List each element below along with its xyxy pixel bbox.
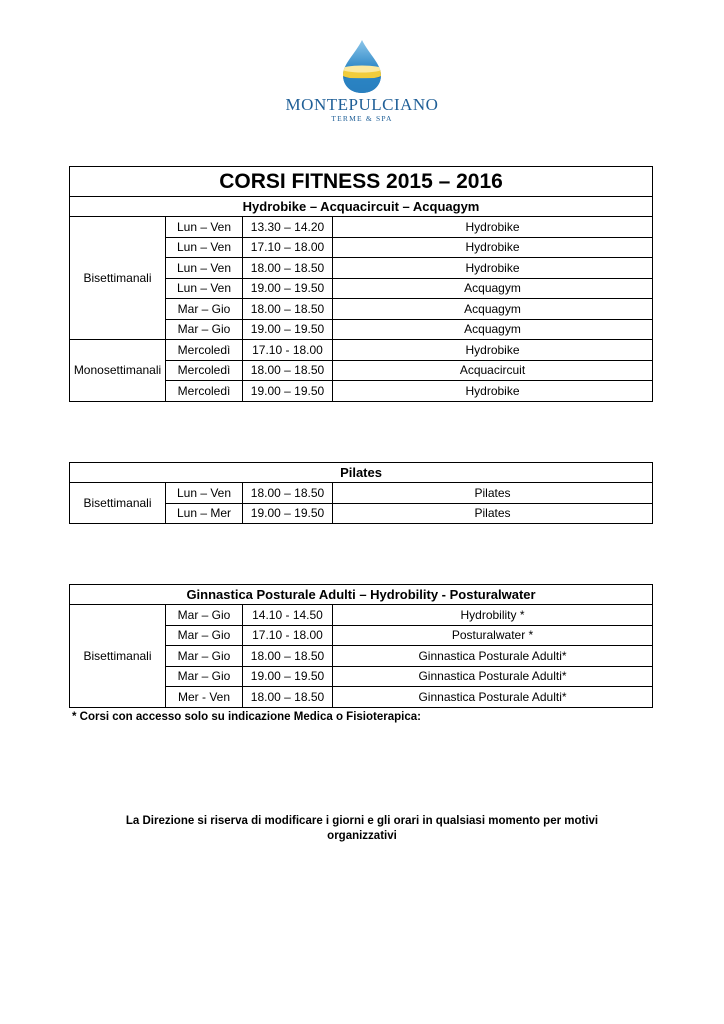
course-cell: Pilates [333,483,653,504]
course-cell: Pilates [333,503,653,524]
course-cell: Acquagym [333,278,653,299]
time-cell: 18.00 – 18.50 [243,258,333,279]
water-drop-icon [339,38,385,94]
days-cell: Mer - Ven [166,687,243,708]
time-cell: 14.10 - 14.50 [243,605,333,626]
time-cell: 17.10 - 18.00 [243,340,333,361]
frequency-label: Bisettimanali [70,605,166,708]
frequency-label: Bisettimanali [70,217,166,340]
time-cell: 18.00 – 18.50 [243,687,333,708]
course-cell: Hydrobike [333,258,653,279]
table-title: Pilates [70,463,653,483]
postural-schedule-table [69,584,653,708]
subtitle-row [70,197,653,217]
days-cell: Mercoledì [166,340,243,361]
course-cell: Ginnastica Posturale Adulti* [333,687,653,708]
course-cell: Hydrobike [333,340,653,361]
time-cell: 17.10 - 18.00 [243,625,333,646]
days-cell: Mar – Gio [166,666,243,687]
course-cell: Hydrobike [333,237,653,258]
days-cell: Lun – Ven [166,217,243,238]
time-cell: 13.30 – 14.20 [243,217,333,238]
course-cell: Ginnastica Posturale Adulti* [333,646,653,667]
time-cell: 18.00 – 18.50 [243,299,333,320]
time-cell: 19.00 – 19.50 [243,503,333,524]
medical-note: * Corsi con accesso solo su indicazione Medica o Fisioterapica: [72,711,421,723]
brand-name: MONTEPULCIANO [285,95,439,114]
title-row [70,167,653,197]
days-cell: Mar – Gio [166,625,243,646]
time-cell: 18.00 – 18.50 [243,360,333,381]
days-cell: Mar – Gio [166,299,243,320]
time-cell: 19.00 – 19.50 [243,666,333,687]
logo [282,38,442,130]
table-row [70,605,653,626]
time-cell: 19.00 – 19.50 [243,319,333,340]
pilates-schedule-table [69,462,653,524]
table-title: CORSI FITNESS 2015 – 2016 [70,167,653,197]
days-cell: Mercoledì [166,381,243,402]
frequency-label: Monosettimanali [70,340,166,402]
time-cell: 19.00 – 19.50 [243,278,333,299]
time-cell: 19.00 – 19.50 [243,381,333,402]
days-cell: Mar – Gio [166,605,243,626]
days-cell: Mar – Gio [166,319,243,340]
time-cell: 18.00 – 18.50 [243,646,333,667]
frequency-label: Bisettimanali [70,483,166,524]
table-subtitle: Hydrobike – Acquacircuit – Acquagym [70,197,653,217]
days-cell: Lun – Ven [166,237,243,258]
title-row [70,463,653,483]
table-row [70,483,653,504]
time-cell: 17.10 – 18.00 [243,237,333,258]
course-cell: Acquacircuit [333,360,653,381]
footer-disclaimer: La Direzione si riserva di modificare i giorni e gli orari in qualsiasi momento per motivi organizzativi [125,815,599,842]
title-row [70,585,653,605]
table-row [70,340,653,361]
course-cell: Posturalwater * [333,625,653,646]
time-cell: 18.00 – 18.50 [243,483,333,504]
course-cell: Hydrobike [333,381,653,402]
course-cell: Acquagym [333,299,653,320]
days-cell: Lun – Ven [166,483,243,504]
table-title: Ginnastica Posturale Adulti – Hydrobility - Posturalwater [70,585,653,605]
fitness-schedule-table [69,166,653,402]
days-cell: Mar – Gio [166,646,243,667]
course-cell: Ginnastica Posturale Adulti* [333,666,653,687]
course-cell: Acquagym [333,319,653,340]
course-cell: Hydrobike [333,217,653,238]
table-row [70,217,653,238]
days-cell: Lun – Ven [166,258,243,279]
days-cell: Lun – Mer [166,503,243,524]
days-cell: Mercoledì [166,360,243,381]
course-cell: Hydrobility * [333,605,653,626]
days-cell: Lun – Ven [166,278,243,299]
brand-tagline: TERME & SPA [331,114,393,123]
